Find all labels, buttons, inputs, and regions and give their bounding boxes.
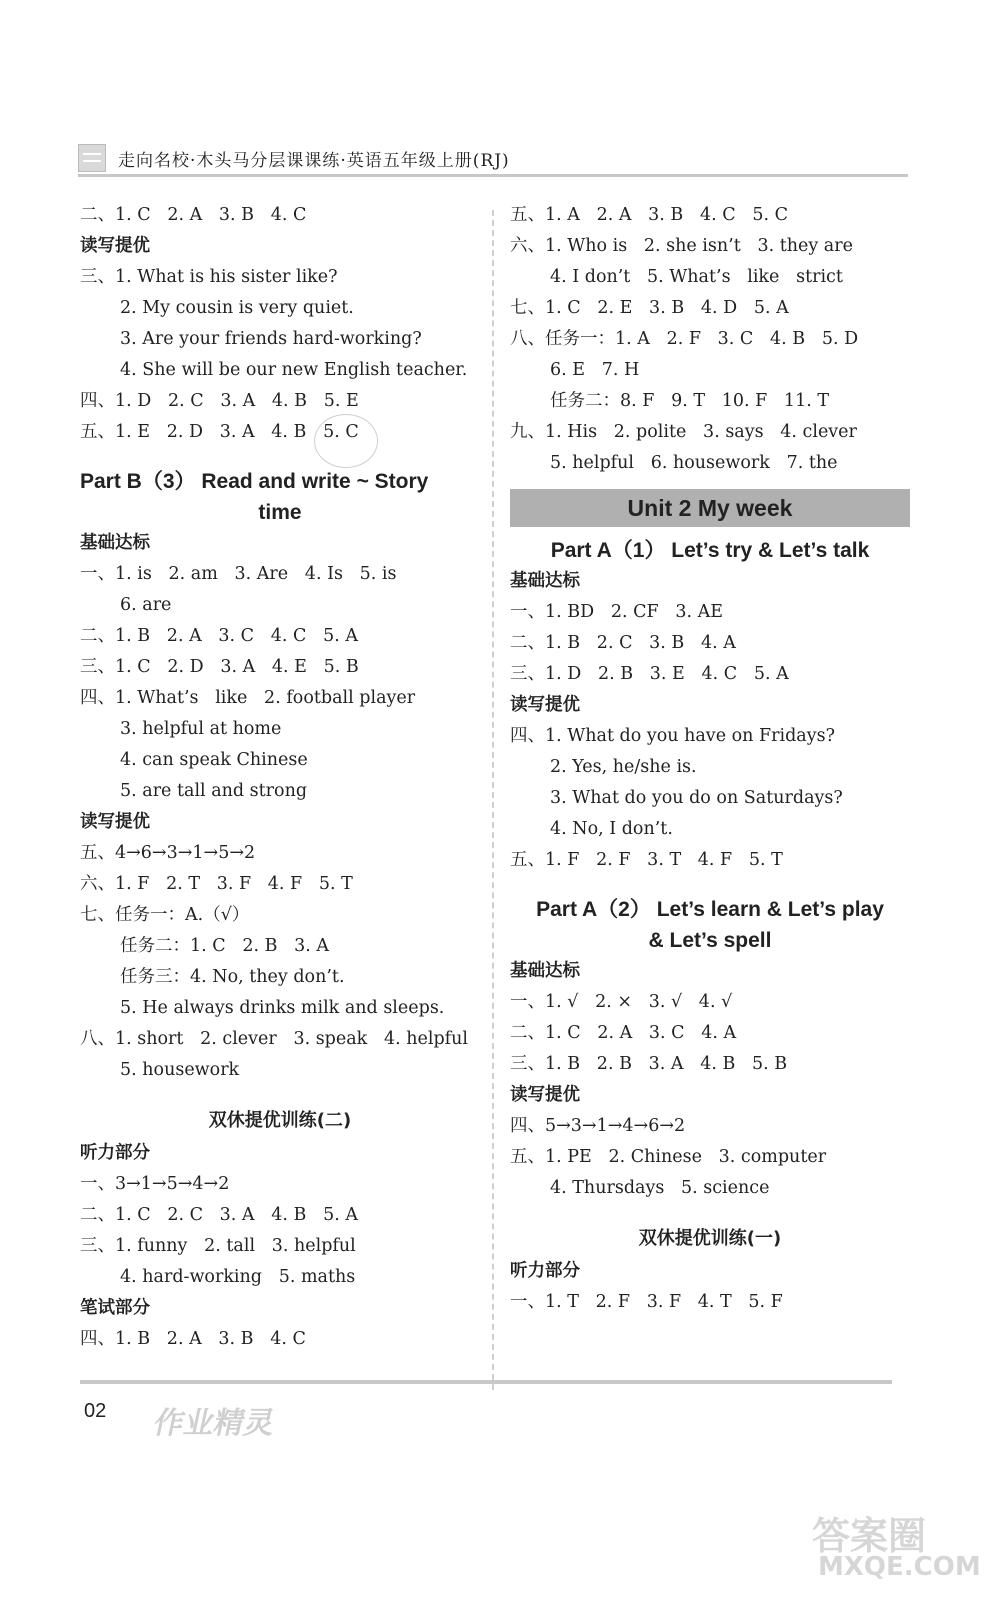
answer-line: 四、1. D 2. C 3. A 4. B 5. E xyxy=(80,391,359,411)
spacer xyxy=(80,1086,480,1104)
spacer xyxy=(510,876,910,894)
page-header xyxy=(78,140,908,176)
answer-line: 三、1. What is his sister like? xyxy=(80,267,338,287)
answer-line: 3. What do you do on Saturdays? xyxy=(550,788,843,808)
answer-line: 一、1. BD 2. CF 3. AE xyxy=(510,602,723,622)
answer-line: 四、1. What’s like 2. football player xyxy=(80,688,416,708)
section-heading: 读写提优 xyxy=(80,812,150,832)
answer-line: 6. E 7. H xyxy=(550,360,640,380)
header-rule xyxy=(78,174,908,177)
answer-line: 二、1. C 2. A 3. C 4. A xyxy=(510,1023,737,1043)
training-heading: 双休提优训练(二) xyxy=(208,1110,352,1131)
answer-line: 六、1. F 2. T 3. F 4. F 5. T xyxy=(80,874,353,894)
answer-line: 5. housework xyxy=(120,1060,240,1080)
section-heading: 笔试部分 xyxy=(80,1298,150,1318)
answer-line: 5. are tall and strong xyxy=(120,781,308,801)
part-heading: Part A（1） Let’s try & Let’s talk xyxy=(550,539,870,562)
answer-line: 5. He always drinks milk and sleeps. xyxy=(120,998,445,1018)
answer-line: 任务三：4. No, they don’t. xyxy=(120,967,345,987)
page-number: 02 xyxy=(84,1400,107,1422)
answer-line: 七、1. C 2. E 3. B 4. D 5. A xyxy=(510,298,789,318)
answer-line: 二、1. B 2. C 3. B 4. A xyxy=(510,633,736,653)
watermark-logo: 答案圈 xyxy=(812,1514,927,1558)
answer-line: 三、1. B 2. B 3. A 4. B 5. B xyxy=(510,1054,788,1074)
watermark-left: 作业精灵 xyxy=(150,1406,278,1441)
section-heading: 读写提优 xyxy=(510,1085,580,1105)
answer-line: 三、1. funny 2. tall 3. helpful xyxy=(80,1236,356,1256)
answer-line: 九、1. His 2. polite 3. says 4. clever xyxy=(510,422,857,442)
answer-line: 4. can speak Chinese xyxy=(120,750,308,770)
answer-line: 七、任务一：A.（√） xyxy=(80,905,250,925)
section-heading: 读写提优 xyxy=(80,236,150,256)
answer-line: 一、1. T 2. F 3. F 4. T 5. F xyxy=(510,1292,783,1312)
answer-line: 五、4→6→3→1→5→2 xyxy=(80,843,256,863)
answer-line: 四、1. What do you have on Fridays? xyxy=(510,726,835,746)
answer-line: 6. are xyxy=(120,595,172,615)
answer-line: 4. No, I don’t. xyxy=(550,819,673,839)
answer-line: 4. I don’t 5. What’s like strict xyxy=(550,267,843,287)
answer-line: 二、1. B 2. A 3. C 4. C 5. A xyxy=(80,626,358,646)
spacer xyxy=(510,1204,910,1222)
answer-line: 5. helpful 6. housework 7. the xyxy=(550,453,838,473)
answer-line: 4. Thursdays 5. science xyxy=(550,1178,770,1198)
answer-line: 3. helpful at home xyxy=(120,719,282,739)
part-heading: time xyxy=(258,501,302,524)
watermark-url: MXQE.COM xyxy=(818,1552,981,1582)
answer-line: 三、1. C 2. D 3. A 4. E 5. B xyxy=(80,657,359,677)
answer-line: 4. hard-working 5. maths xyxy=(120,1267,356,1287)
part-heading: & Let’s spell xyxy=(648,929,772,952)
answer-line: 3. Are your friends hard-working? xyxy=(120,329,422,349)
answer-line: 二、1. C 2. A 3. B 4. C xyxy=(80,205,307,225)
answer-line: 二、1. C 2. C 3. A 4. B 5. A xyxy=(80,1205,358,1225)
column-divider xyxy=(492,210,494,1390)
header-title: 走向名校·木头马分层课课练·英语五年级上册(RJ) xyxy=(118,151,510,171)
section-heading: 基础达标 xyxy=(80,533,150,553)
answer-line: 八、1. short 2. clever 3. speak 4. helpful xyxy=(80,1029,468,1049)
section-heading: 听力部分 xyxy=(510,1261,580,1281)
answer-line: 任务二：8. F 9. T 10. F 11. T xyxy=(550,391,829,411)
answer-line: 六、1. Who is 2. she isn’t 3. they are xyxy=(510,236,853,256)
footer-rule xyxy=(80,1380,892,1384)
part-heading: Part B（3） Read and write ~ Story xyxy=(80,470,429,493)
answer-line: 一、3→1→5→4→2 xyxy=(80,1174,230,1194)
answer-line: 五、1. PE 2. Chinese 3. computer xyxy=(510,1147,827,1167)
part-heading: Part A（2） Let’s learn & Let’s play xyxy=(536,898,884,921)
stamp-mark xyxy=(314,414,378,468)
answer-line: 四、1. B 2. A 3. B 4. C xyxy=(80,1329,306,1349)
left-column xyxy=(80,200,480,1355)
answer-line: 五、1. A 2. A 3. B 4. C 5. C xyxy=(510,205,788,225)
answer-line: 四、5→3→1→4→6→2 xyxy=(510,1116,686,1136)
training-heading: 双休提优训练(一) xyxy=(638,1228,782,1249)
answer-line: 任务二：1. C 2. B 3. A xyxy=(120,936,330,956)
section-heading: 基础达标 xyxy=(510,571,580,591)
right-column xyxy=(510,200,910,1318)
answer-line: 2. My cousin is very quiet. xyxy=(120,298,354,318)
answer-line: 五、1. E 2. D 3. A 4. B 5. C xyxy=(80,422,359,442)
answer-line: 4. She will be our new English teacher. xyxy=(120,360,468,380)
answer-line: 2. Yes, he/she is. xyxy=(550,757,697,777)
answer-line: 一、1. √ 2. × 3. √ 4. √ xyxy=(510,992,733,1012)
answer-line: 一、1. is 2. am 3. Are 4. Is 5. is xyxy=(80,564,397,584)
section-heading: 读写提优 xyxy=(510,695,580,715)
spacer xyxy=(80,448,480,466)
book-icon xyxy=(78,144,106,172)
answer-line: 八、任务一：1. A 2. F 3. C 4. B 5. D xyxy=(510,329,859,349)
section-heading: 听力部分 xyxy=(80,1143,150,1163)
answer-line: 五、1. F 2. F 3. T 4. F 5. T xyxy=(510,850,783,870)
section-heading: 基础达标 xyxy=(510,961,580,981)
answer-line: 三、1. D 2. B 3. E 4. C 5. A xyxy=(510,664,789,684)
unit-banner: Unit 2 My week xyxy=(510,489,910,527)
